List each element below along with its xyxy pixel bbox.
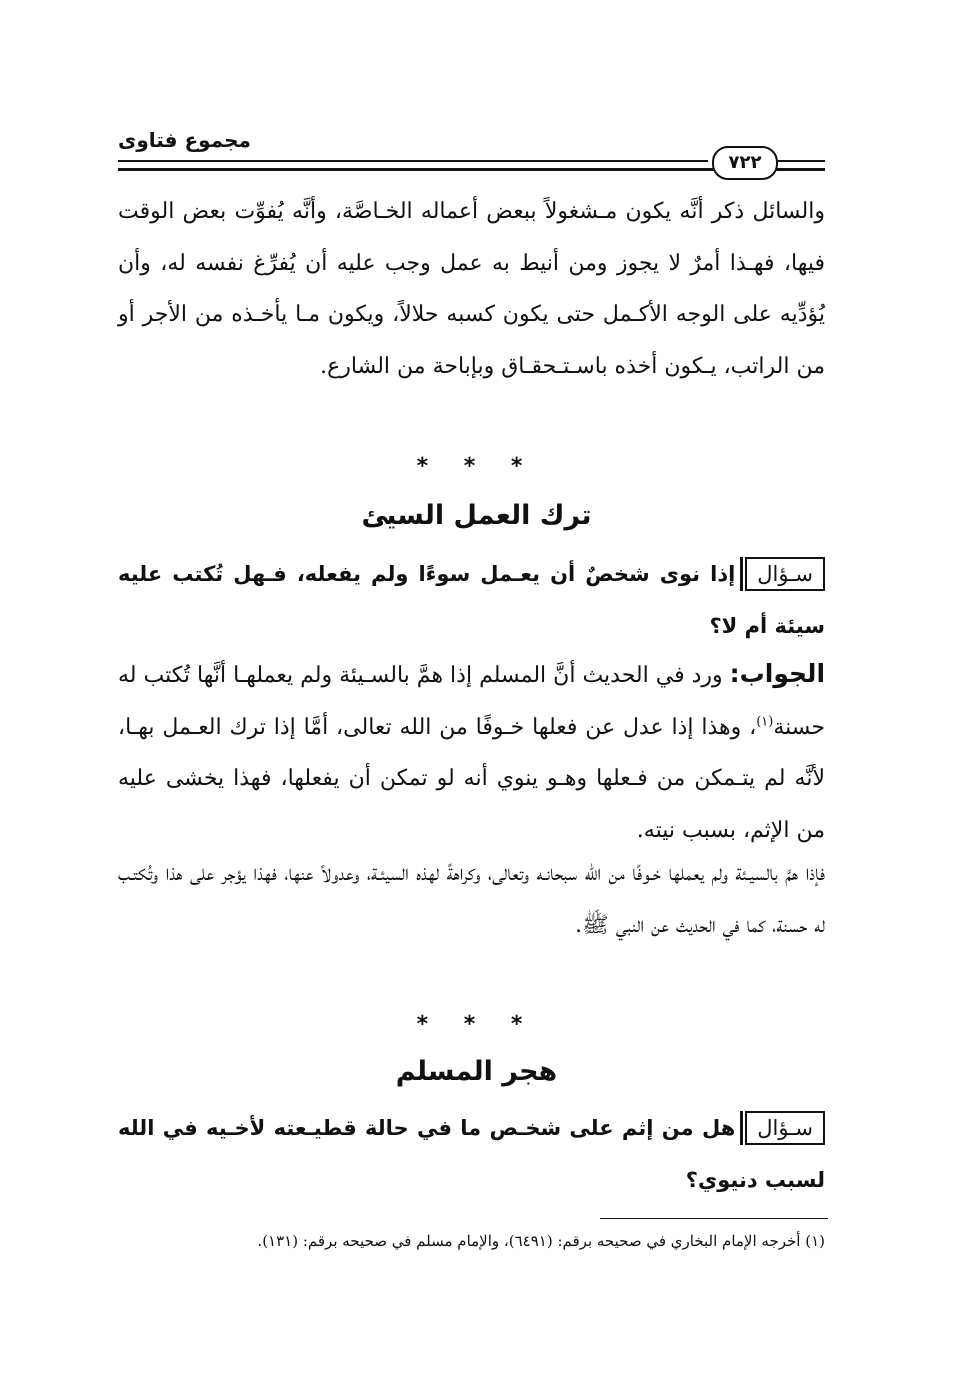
question-1-text: إذا نوى شخصٌ أن يعـمل سوءًا ولم يفعله، فـهل تُكتب عليه سيئة أم لا؟: [118, 562, 825, 638]
answer-1-text-b: ، وهذا إذا عدل عن فعلها خـوفًا من الله تعالى، أمَّا إذا ترك العـمل بهـا، لأنَّه لم يتـمكن من فـعلها وهـو ينوي أنه لو تمكن أن يفعلها، فهذا يخشى عليه من الإثم، بسبب نيته.: [118, 714, 825, 843]
footnote-rule: [600, 1218, 828, 1219]
page-number: ٧٢٢: [712, 146, 778, 180]
running-header-title: مجموع فتاوى: [118, 128, 251, 152]
footnote-reference: (١): [756, 714, 774, 730]
answer-1-text-a: ورد في الحديث أنَّ المسلم إذا همَّ بالسـيئة ولم يعملهـا أنَّها تُكتب له حسنة: [118, 663, 825, 740]
intro-paragraph: والسائل ذكر أنَّه يكون مـشغولاً ببعض أعماله الخـاصَّة، وأنَّه يُفوِّت بعض الوقت فيها، فهـذا أمرٌ لا يجوز ومن أنيط به عمل وجب عليه أن يُفرِّغ نفسه له، وأن يُؤدِّيه على الوجه الأكـمل حتى يكون كسبه حلالاً، ويكون مـا يأخـذه من الأجر أو من الراتب، يـكون أخذه باسـتـحقـاق وبإباحة من الشارع.: [118, 199, 825, 379]
section-separator-2: * * *: [416, 1012, 537, 1037]
answer-1: [118, 648, 825, 856]
footnote-text: (١) أخرجه الإمام البخاري في صحيحه برقم: (٦٤٩١)، والإمام مسلم في صحيحه برقم: (١٣١).: [257, 1232, 825, 1250]
section-title-1: ترك العمل السيئ: [361, 500, 592, 531]
section-title-2: هجر المسلم: [395, 1056, 558, 1087]
header-rule-left: [118, 160, 708, 162]
header-rule-right: [778, 160, 825, 162]
question-2: [118, 1102, 825, 1206]
question-label-box: سـؤال: [745, 557, 825, 591]
section-separator: * * *: [416, 454, 537, 479]
question-2-text: هل من إثم على شخـص ما في حالة قطيـعته لأخـيه في الله لسبب دنيوي؟: [118, 1116, 825, 1192]
question-label-box-2: سـؤال: [745, 1111, 825, 1145]
answer-1-paragraph-2: فإذا همَّ بالسيـئة ولم يعملها خـوفًا من الله سبحانـه وتعالى، وكراهةً لهذه السيئـة، وعدولاً عنها، فهذا يؤجر على هذا وتُكتـب له حسنة، كما في الحديث عن النبي ﷺ.: [118, 861, 825, 938]
answer-label: الجواب:: [729, 659, 826, 688]
question-1: [118, 548, 825, 652]
